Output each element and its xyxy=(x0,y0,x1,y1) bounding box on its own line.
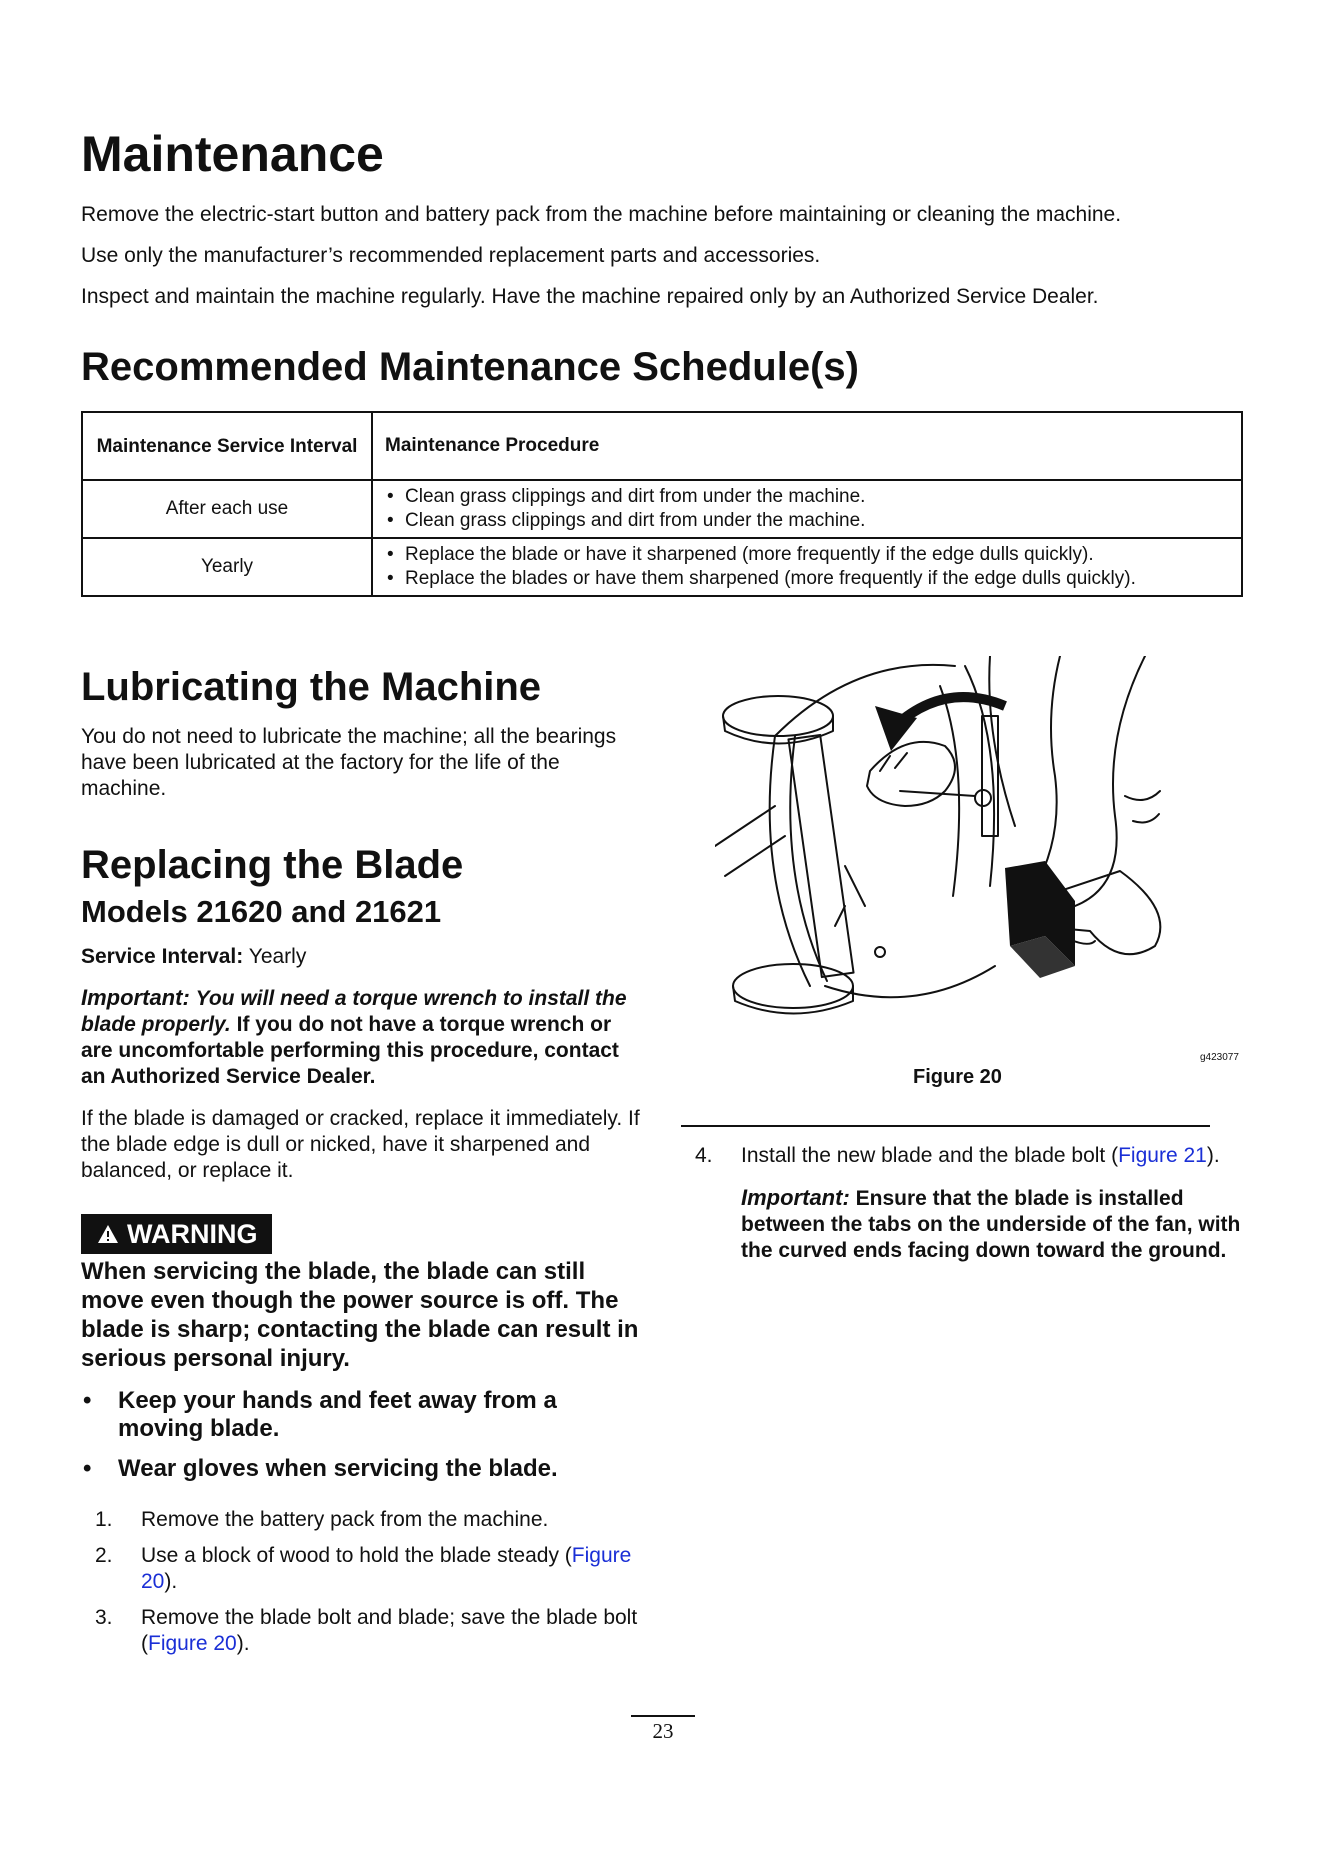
warning-list xyxy=(81,1387,641,1483)
important-note xyxy=(81,985,641,1090)
interval-cell: Yearly xyxy=(82,538,372,596)
maintenance-schedule-table xyxy=(81,411,1243,597)
service-interval-value: Yearly xyxy=(248,945,307,968)
figure-divider xyxy=(681,1125,1210,1127)
page-number: 23 xyxy=(652,1719,674,1743)
lubricating-heading: Lubricating the Machine xyxy=(81,665,542,709)
header-interval: Maintenance Service Interval xyxy=(82,412,372,480)
step-text: Remove the battery pack from the machine. xyxy=(141,1508,549,1531)
maintenance-heading: Maintenance xyxy=(81,126,384,182)
lubricating-text: You do not need to lubricate the machine; all the bearings have been lubricated at the factory for the life of the machine. xyxy=(81,725,617,800)
table-row xyxy=(82,480,1242,538)
important-rest: If you do not have a torque wrench or are uncomfortable performing this procedure, contact an Authorized Service Dealer. xyxy=(81,1013,619,1088)
interval-cell: After each use xyxy=(82,480,372,538)
procedure-item: • Replace the blade or have it sharpened (more frequently if the edge dulls quickly). xyxy=(385,543,1229,567)
important-italic: You will need a torque wrench to install the blade properly. xyxy=(81,987,627,1036)
important-label: Important: xyxy=(741,1185,850,1210)
warning-item: • Keep your hands and feet away from a moving blade. xyxy=(81,1387,641,1443)
left-column xyxy=(81,664,641,1667)
warning-item: • Wear gloves when servicing the blade. xyxy=(81,1455,641,1483)
step-item: 4. Install the new blade and the blade bolt (Figure 21). xyxy=(695,1144,1220,1167)
blade-removal-illustration xyxy=(715,656,1215,1046)
important-note xyxy=(741,1185,1255,1264)
figure-link[interactable]: Figure 20 xyxy=(141,1544,632,1593)
procedure-steps xyxy=(81,1507,641,1657)
service-interval xyxy=(81,944,641,970)
step-text: Use a block of wood to hold the blade steady ( xyxy=(141,1544,572,1567)
right-column xyxy=(695,1143,1255,1264)
step-number: 2. xyxy=(95,1544,113,1567)
important-label: Important: xyxy=(81,985,190,1010)
warning-triangle-icon xyxy=(97,1224,119,1244)
warning-text: When servicing the blade, the blade can still move even though the power source is off. The blade is sharp; contacting the blade can result in serious personal injury. xyxy=(81,1258,639,1372)
warning-block xyxy=(81,1214,641,1483)
page-number-rule xyxy=(631,1715,695,1717)
header-procedure: Maintenance Procedure xyxy=(372,412,1242,480)
step-number: 1. xyxy=(95,1508,113,1531)
procedure-item: • Clean grass clippings and dirt from under the machine. xyxy=(385,509,1229,533)
figure-link[interactable]: Figure 20 xyxy=(148,1632,237,1655)
procedure-cell xyxy=(372,538,1242,596)
service-interval-label: Service Interval: xyxy=(81,945,244,968)
schedule-heading: Recommended Maintenance Schedule(s) xyxy=(81,345,859,389)
procedure-cell xyxy=(372,480,1242,538)
table-header-row xyxy=(82,412,1242,480)
intro-paragraph: Remove the electric-start button and battery pack from the machine before maintaining or cleaning the machine. xyxy=(81,203,1122,226)
figure-id: g423077 xyxy=(1200,1052,1239,1063)
step-text: Install the new blade and the blade bolt ( xyxy=(741,1144,1119,1167)
figure-link[interactable]: Figure 21 xyxy=(1118,1144,1207,1167)
maintenance-intro xyxy=(81,202,1261,325)
figure-caption: Figure 20 xyxy=(913,1066,1002,1088)
intro-paragraph: Use only the manufacturer’s recommended replacement parts and accessories. xyxy=(81,244,821,267)
important-text: Ensure that the blade is installed between the tabs on the underside of the fan, with the curved ends facing down toward the ground. xyxy=(741,1187,1241,1262)
procedure-item: • Replace the blades or have them sharpened (more frequently if the edge dulls quickly). xyxy=(385,567,1229,591)
warning-label: WARNING xyxy=(127,1218,258,1249)
replacing-heading: Replacing the Blade xyxy=(81,843,464,887)
step-text: Remove the blade bolt and blade; save the blade bolt ( xyxy=(141,1606,638,1655)
step-item: 3. Remove the blade bolt and blade; save the blade bolt (Figure 20). xyxy=(95,1606,638,1655)
procedure-item: • Clean grass clippings and dirt from under the machine. xyxy=(385,485,1229,509)
step-item: 2. Use a block of wood to hold the blade steady (Figure 20). xyxy=(95,1544,632,1593)
warning-badge xyxy=(81,1214,272,1254)
damage-text: If the blade is damaged or cracked, replace it immediately. If the blade edge is dull or nicked, have it sharpened and balanced, or replace it. xyxy=(81,1107,640,1182)
step-item xyxy=(81,1507,641,1533)
intro-paragraph: Inspect and maintain the machine regularly. Have the machine repaired only by an Authorized Service Dealer. xyxy=(81,285,1099,308)
step-number: 4. xyxy=(695,1144,713,1167)
models-subheading: Models 21620 and 21621 xyxy=(81,894,442,929)
table-row xyxy=(82,538,1242,596)
step-number: 3. xyxy=(95,1606,113,1629)
